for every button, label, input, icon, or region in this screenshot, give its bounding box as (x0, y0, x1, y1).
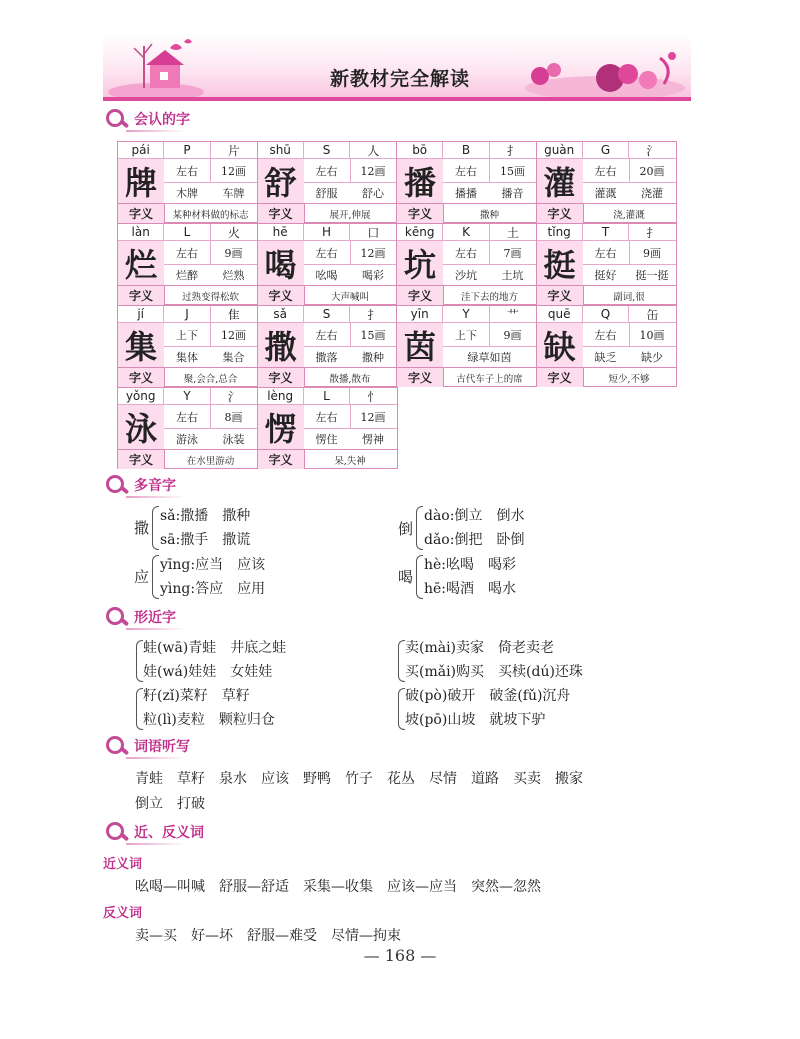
pinyin: bō (397, 142, 443, 159)
character: 牌 (118, 159, 164, 203)
char-card (257, 223, 398, 305)
meaning-label: 字义 (118, 450, 165, 469)
meaning-label: 字义 (118, 286, 165, 305)
structure: 左右 (455, 164, 477, 178)
char-card (536, 141, 677, 223)
capital-letter: J (164, 306, 210, 323)
character: 坑 (397, 241, 443, 285)
pinyin: pái (118, 142, 164, 159)
character: 挺 (537, 241, 583, 285)
stroke-count: 9画 (224, 246, 243, 260)
structure: 左右 (176, 410, 198, 424)
capital-letter: L (304, 388, 350, 405)
polyphone-head: 应 (134, 568, 150, 586)
meaning: 过熟变得松软 (181, 291, 239, 303)
structure: 左右 (315, 246, 338, 260)
structure: 左右 (594, 246, 617, 260)
brace (136, 640, 143, 682)
word: 车牌 (222, 186, 245, 200)
stroke-count: 12画 (360, 246, 386, 260)
radical: 扌 (350, 306, 396, 323)
dictation-line: 倒立 打破 (135, 796, 205, 812)
character: 泳 (118, 405, 164, 449)
char-card (117, 141, 258, 223)
capital-letter: Q (583, 306, 629, 323)
similar-char-line: 坡(pō)山坡 就坡下驴 (405, 712, 546, 728)
structure: 左右 (315, 328, 338, 342)
radical: 扌 (629, 224, 675, 241)
brace (136, 688, 143, 730)
meaning-label: 字义 (258, 450, 305, 469)
word: 愣住 (315, 432, 338, 446)
meaning: 洼下去的地方 (460, 291, 518, 303)
stroke-count: 9画 (503, 328, 522, 342)
stroke-count: 12画 (221, 164, 246, 178)
word: 舒心 (362, 186, 384, 200)
word: 缺乏 (594, 350, 617, 364)
capital-letter: B (443, 142, 489, 159)
polyphone-head: 喝 (398, 568, 414, 586)
stroke-count: 12画 (360, 164, 386, 178)
character: 烂 (118, 241, 164, 285)
stroke-count: 15画 (500, 164, 525, 178)
polyphone-head: 倒 (398, 520, 414, 538)
header-rule (103, 97, 691, 101)
pinyin: guàn (537, 142, 583, 159)
radical: 缶 (629, 306, 675, 323)
synonym-label: 近义词 (103, 857, 143, 872)
word: 绿草如茵 (467, 350, 512, 364)
word: 愣神 (362, 432, 384, 446)
stroke-count: 9画 (643, 246, 661, 260)
section-heading-similar-chars: 形近字 (104, 606, 176, 628)
pinyin: tǐng (537, 224, 583, 241)
meaning-label: 字义 (118, 368, 165, 387)
character: 缺 (537, 323, 583, 367)
pinyin: shū (258, 142, 304, 159)
word: 集体 (176, 350, 198, 364)
brace (152, 555, 159, 599)
synonym-list: 吆喝—叫喊 舒服—舒适 采集—收集 应该—应当 突然—忽然 (135, 879, 541, 895)
word: 挺一挺 (635, 268, 669, 282)
word: 播音 (501, 186, 524, 200)
meaning: 古代车子上的席 (456, 373, 523, 385)
stroke-count: 12画 (360, 410, 386, 424)
char-card (536, 223, 677, 305)
brace (398, 640, 405, 682)
similar-char-line: 娃(wá)娃娃 女娃娃 (143, 664, 273, 680)
stroke-count: 10画 (639, 328, 665, 342)
magnifier-icon (104, 606, 130, 628)
pinyin: yīn (397, 306, 443, 323)
word: 撒落 (315, 350, 338, 364)
similar-char-line: 卖(mài)卖家 倚老卖老 (405, 640, 555, 656)
brace (398, 688, 405, 730)
polyphone-head: 撒 (134, 519, 150, 537)
word: 吆喝 (315, 268, 338, 282)
character: 舒 (258, 159, 304, 203)
character: 集 (118, 323, 164, 367)
word: 烂醉 (176, 268, 198, 282)
polyphone-line: dào:倒立 倒水 (424, 508, 525, 524)
meaning-label: 字义 (537, 368, 584, 387)
pinyin: jí (118, 306, 164, 323)
polyphone-line: dǎo:倒把 卧倒 (424, 532, 525, 548)
stroke-count: 15画 (360, 328, 386, 342)
brace (416, 506, 423, 550)
capital-letter: K (443, 224, 489, 241)
similar-char-line: 买(mǎi)购买 买椟(dú)还珠 (405, 664, 583, 680)
radical: 人 (350, 142, 396, 159)
meaning-label: 字义 (258, 368, 305, 387)
meaning: 展开,伸展 (329, 209, 371, 221)
meaning-label: 字义 (397, 204, 444, 223)
char-card (396, 223, 537, 305)
page-header-title: 新教材完全解读 (329, 68, 470, 90)
radical: 氵 (629, 142, 675, 159)
meaning-label: 字义 (537, 286, 584, 305)
meaning-label: 字义 (537, 204, 584, 223)
structure: 左右 (594, 164, 617, 178)
word: 舒服 (315, 186, 338, 200)
capital-letter: S (304, 142, 350, 159)
word: 撒种 (362, 350, 384, 364)
meaning-label: 字义 (397, 368, 444, 387)
capital-letter: T (583, 224, 629, 241)
radical: 片 (211, 142, 257, 159)
pinyin: sǎ (258, 306, 304, 323)
antonym-label: 反义词 (103, 906, 143, 921)
stroke-count: 12画 (221, 328, 246, 342)
word: 游泳 (176, 432, 198, 446)
structure: 左右 (315, 164, 338, 178)
polyphone-line: yīng:应当 应该 (160, 557, 266, 573)
brace (416, 555, 423, 599)
char-card (117, 387, 258, 469)
word: 土坑 (501, 268, 524, 282)
meaning-label: 字义 (258, 204, 305, 223)
section-heading-dictation: 词语听写 (104, 735, 190, 757)
meaning: 短少,不够 (608, 373, 650, 385)
meaning: 散播,散布 (329, 373, 371, 385)
pinyin: yǒng (118, 388, 164, 405)
structure: 左右 (176, 246, 198, 260)
char-card (257, 141, 398, 223)
structure: 左右 (315, 410, 338, 424)
magnifier-icon (104, 735, 130, 757)
character: 灌 (537, 159, 583, 203)
radical: 隹 (211, 306, 257, 323)
word: 播播 (455, 186, 477, 200)
word: 喝彩 (362, 268, 384, 282)
capital-letter: Y (443, 306, 489, 323)
meaning: 聚,会合,总合 (183, 373, 238, 385)
word: 沙坑 (455, 268, 477, 282)
capital-letter: S (304, 306, 350, 323)
similar-char-line: 破(pò)破开 破釜(fǔ)沉舟 (405, 688, 571, 704)
radical: 土 (490, 224, 536, 241)
magnifier-icon (104, 821, 130, 843)
similar-char-line: 粒(lì)麦粒 颗粒归仓 (143, 712, 275, 728)
meaning: 浇,灌溉 (613, 209, 645, 221)
structure: 上下 (455, 328, 477, 342)
magnifier-icon (104, 474, 130, 496)
meaning: 某种材料做的标志 (172, 209, 249, 221)
char-card (117, 223, 258, 305)
word: 烂熟 (222, 268, 245, 282)
word: 木牌 (176, 186, 198, 200)
character: 愣 (258, 405, 304, 449)
capital-letter: Y (164, 388, 210, 405)
word: 集合 (222, 350, 245, 364)
word: 灌溉 (594, 186, 617, 200)
capital-letter: H (304, 224, 350, 241)
radical: 艹 (490, 306, 536, 323)
char-card (257, 387, 398, 469)
polyphone-line: hē:喝酒 喝水 (424, 581, 517, 597)
radical: 火 (211, 224, 257, 241)
polyphone-line: hè:吆喝 喝彩 (424, 557, 517, 573)
character: 喝 (258, 241, 304, 285)
char-card (396, 305, 537, 387)
radical: 口 (350, 224, 396, 241)
character: 播 (397, 159, 443, 203)
meaning: 呆,失神 (334, 455, 366, 467)
meaning: 副词,很 (613, 291, 645, 303)
structure: 左右 (594, 328, 617, 342)
char-card (536, 305, 677, 387)
pinyin: quē (537, 306, 583, 323)
capital-letter: L (164, 224, 210, 241)
polyphone-line: sǎ:撒播 撒种 (160, 508, 251, 524)
structure: 上下 (176, 328, 198, 342)
radical: 忄 (350, 388, 396, 405)
meaning-label: 字义 (258, 286, 305, 305)
polyphone-line: yìng:答应 应用 (160, 581, 266, 597)
stroke-count: 20画 (639, 164, 665, 178)
meaning: 大声喊叫 (330, 291, 369, 303)
section-heading-polyphone: 多音字 (104, 474, 176, 496)
word: 浇灌 (641, 186, 663, 200)
pinyin: kēng (397, 224, 443, 241)
pinyin: hē (258, 224, 304, 241)
meaning-label: 字义 (118, 204, 165, 223)
word: 挺好 (594, 268, 617, 282)
antonym-list: 卖—买 好—坏 舒服—难受 尽情—拘束 (135, 928, 401, 944)
character: 撒 (258, 323, 304, 367)
stroke-count: 7画 (503, 246, 522, 260)
dictation-line: 青蛙 草籽 泉水 应该 野鸭 竹子 花丛 尽情 道路 买卖 搬家 (135, 771, 583, 787)
char-card (257, 305, 398, 387)
character: 茵 (397, 323, 443, 367)
section-heading-recognize: 会认的字 (104, 108, 190, 130)
meaning-label: 字义 (397, 286, 444, 305)
page-number: — 168 — (363, 946, 437, 965)
meaning: 在水里游动 (186, 455, 235, 467)
pinyin: lèng (258, 388, 304, 405)
stroke-count: 8画 (224, 410, 243, 424)
char-card (117, 305, 258, 387)
meaning: 撒种 (479, 209, 499, 221)
capital-letter: P (164, 142, 210, 159)
similar-char-line: 蛙(wā)青蛙 井底之蛙 (143, 640, 287, 656)
structure: 左右 (176, 164, 198, 178)
structure: 左右 (455, 246, 477, 260)
radical: 扌 (490, 142, 536, 159)
magnifier-icon (104, 108, 130, 130)
word: 缺少 (641, 350, 663, 364)
pinyin: làn (118, 224, 164, 241)
capital-letter: G (583, 142, 629, 159)
radical: 氵 (211, 388, 257, 405)
word: 泳装 (222, 432, 245, 446)
section-heading-synonyms-antonyms: 近、反义词 (104, 821, 204, 843)
similar-char-line: 籽(zǐ)菜籽 草籽 (143, 688, 250, 704)
char-card (396, 141, 537, 223)
brace (152, 506, 159, 550)
polyphone-line: sā:撒手 撒谎 (160, 532, 251, 548)
